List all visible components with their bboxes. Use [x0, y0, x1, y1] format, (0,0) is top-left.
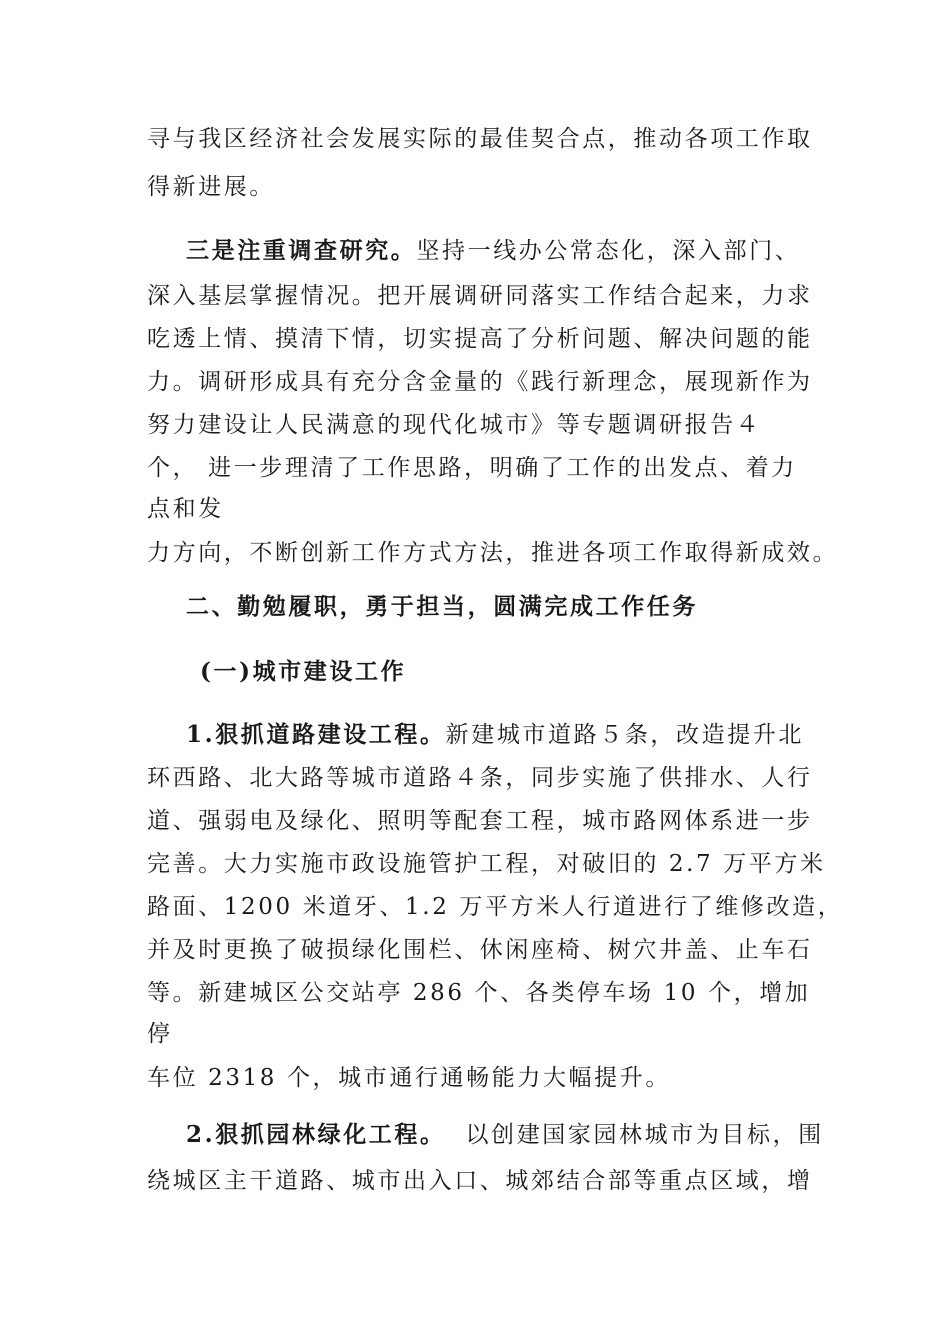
p2-line-7: 点和发: [147, 496, 224, 522]
p4-first-rest: 以创建国家园林城市为目标，围: [445, 1122, 824, 1148]
p2-line-6: 个， 进一步理清了工作思路，明确了工作的出发点、着力: [147, 455, 797, 481]
p2-line-8: 力方向，不断创新工作方式方法，推进各项工作取得新成效。: [147, 540, 839, 566]
p4-line-2: 绕城区主干道路、城市出入口、城郊结合部等重点区域，增: [147, 1168, 813, 1194]
p1-line-1: 寻与我区经济社会发展实际的最佳契合点，推动各项工作取: [147, 126, 813, 152]
p3-line-6: 并及时更换了破损绿化围栏、休闲座椅、树穴井盖、止车石: [147, 937, 813, 963]
p3-line-9: 车位 2318 个，城市通行通畅能力大幅提升。: [147, 1065, 671, 1091]
p3-first-rest: 新建城市道路５条，改造提升北: [445, 722, 805, 748]
p1-line-2: 得新进展。: [147, 174, 275, 200]
p3-line-1: [186, 720, 804, 750]
p2-line-4: 力。调研形成具有充分含金量的《践行新理念，展现新作为: [147, 369, 813, 395]
p2-line-3: 吃透上情、摸清下情，切实提高了分析问题、解决问题的能: [147, 326, 813, 352]
subsection-heading-1: (一)城市建设工作: [200, 658, 407, 685]
p2-line-2: 深入基层掌握情况。把开展调研同落实工作结合起来，力求: [147, 283, 813, 309]
p4-line-1: [186, 1120, 824, 1150]
p3-line-4: 完善。大力实施市政设施管护工程，对破旧的 2.7 万平方米: [147, 851, 826, 877]
p4-lead: 2.狠抓园林绿化工程。: [186, 1121, 446, 1148]
p3-line-8: 停: [147, 1021, 173, 1047]
p2-line-1: [186, 236, 800, 266]
p2-lead: 三是注重调查研究。: [186, 237, 417, 264]
section-heading-2: 二、勤勉履职，勇于担当，圆满完成工作任务: [186, 593, 698, 620]
p3-line-5: 路面、1200 米道牙、1.2 万平方米人行道进行了维修改造，: [147, 894, 844, 920]
p3-line-7: 等。新建城区公交站亭 286 个、各类停车场 10 个，增加: [147, 980, 811, 1006]
p2-line-5: 努力建设让人民满意的现代化城市》等专题调研报告４: [147, 412, 762, 438]
p2-first-rest: 坚持一线办公常态化，深入部门、: [416, 238, 801, 264]
p3-lead: 1.狠抓道路建设工程。: [186, 721, 446, 748]
p3-line-2: 环西路、北大路等城市道路４条，同步实施了供排水、人行: [147, 765, 813, 791]
p3-line-3: 道、强弱电及绿化、照明等配套工程，城市路网体系进一步: [147, 808, 813, 834]
